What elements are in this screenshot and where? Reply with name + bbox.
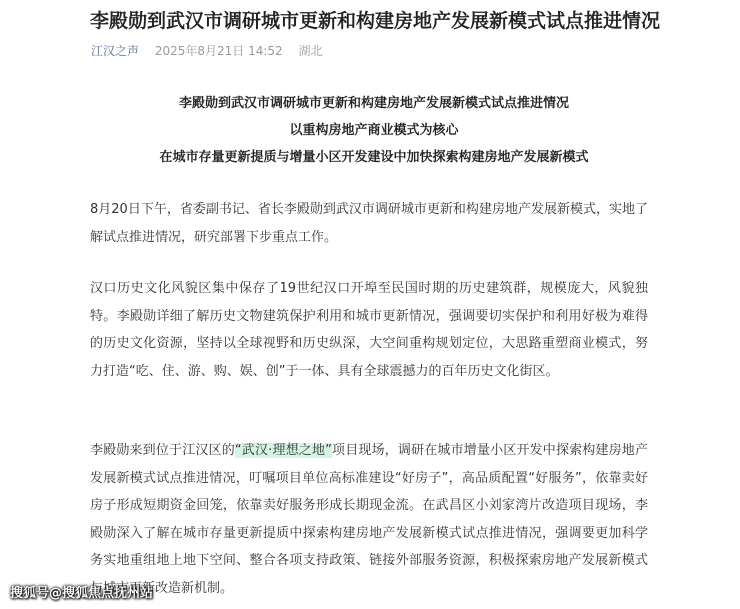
subtitle-1: 李殿勋到武汉市调研城市更新和构建房地产发展新模式试点推进情况 xyxy=(178,96,569,111)
location-label: 湖北 xyxy=(298,44,323,58)
watermark: 搜狐号@搜狐焦点抚州站 xyxy=(10,586,154,601)
article-title: 李殿勋到武汉市调研城市更新和构建房地产发展新模式试点推进情况 xyxy=(90,10,661,32)
subtitle-2: 以重构房地产商业模式为核心 xyxy=(289,123,459,138)
paragraph-1: 8月20日下午，省委副书记、省长李殿勋到武汉市调研城市更新和构建房地产发展新模式，实地了解试点推进情况，研究部署下步重点工作。 xyxy=(90,202,648,245)
source-link[interactable]: 江汉之声 xyxy=(91,44,140,58)
article-meta xyxy=(91,42,323,59)
paragraph-3 xyxy=(90,437,648,609)
publish-time: 2025年8月21日 14:52 xyxy=(154,44,283,58)
paragraph-2: 汉口历史文化风貌区集中保存了19世纪汉口开埠至民国时期的历史建筑群，规模庞大，风貌独特。李殿勋详细了解历史文物建筑保护利用和城市更新情况，强调要切实保护和利用好极为难得的历史文化资源，坚持以全球视野和历史纵深，大空间重构规划定位，大思路重塑商业模式，努力打造“吃、住、游、购、娱、创”于一体、具有全球震撼力的百年历史文化街区。 xyxy=(90,281,648,379)
project-highlight: “武汉·理想之地” xyxy=(234,443,332,458)
paragraph-3-rest: 项目现场，调研在城市增量小区开发中探索构建房地产发展新模式试点推进情况，叮嘱项目单位高标准建设“好房子”，高品质配置“好服务”，依靠卖好房子形成短期资金回笼，依靠卖好服务形成长期现金流。在武昌区小刘家湾片改造项目现场，李殿勋深入了解在城市存量更新提质中探索构建房地产发展新模式试点推进情况，强调要更加科学务实地重组地上地下空间、整合各项支持政策、链接外部服务资源，积极探索房地产发展新模式与城市更新改造新机制。 xyxy=(90,443,648,596)
subtitle-3: 在城市存量更新提质与增量小区开发建设中加快探索构建房地产发展新模式 xyxy=(159,150,589,165)
paragraph-3-start: 李殿勋来到位于江汉区的 xyxy=(90,443,235,458)
